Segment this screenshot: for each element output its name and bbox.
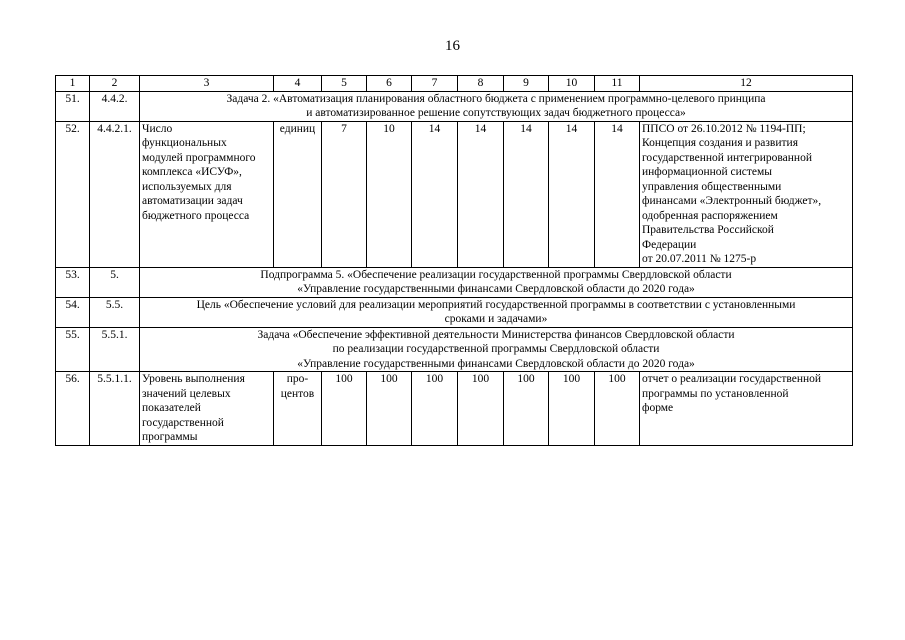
column-number-cell: 5 <box>322 76 367 92</box>
text-line: государственной <box>142 416 224 429</box>
text-line: автоматизации задач <box>142 195 243 207</box>
value-cell: 100 <box>412 372 458 446</box>
row-number-cell: 56. <box>56 372 90 446</box>
value-cell: 100 <box>504 372 549 446</box>
text-line: про- <box>286 373 309 385</box>
text-line: единиц <box>279 122 316 135</box>
row-code-cell: 5.5. <box>90 297 140 327</box>
table-row <box>56 267 853 297</box>
row-code-cell: 4.4.2. <box>90 91 140 121</box>
text-line: управления общественными <box>642 180 782 193</box>
text-line: ППСО от 26.10.2012 № 1194-ПП; <box>642 122 806 135</box>
text-line: Задача 2. «Автоматизация планирования областного бюджета с применением программно-целевого принципа <box>226 92 766 105</box>
text-line: комплекса «ИСУФ», <box>142 166 242 178</box>
row-code-cell: 4.4.2.1. <box>90 121 140 267</box>
unit-cell <box>274 372 322 446</box>
text-line: программы по установленной <box>642 387 789 400</box>
value-cell: 14 <box>412 121 458 267</box>
column-number-cell: 8 <box>458 76 504 92</box>
text-line: сроками и задачами» <box>444 313 548 325</box>
value-cell: 14 <box>504 121 549 267</box>
value-cell: 14 <box>458 121 504 267</box>
table-row <box>56 327 853 372</box>
text-line: функциональных <box>142 137 227 149</box>
text-line: центов <box>280 387 315 400</box>
column-number-cell: 1 <box>56 76 90 92</box>
table-row <box>56 121 853 267</box>
indicators-table <box>55 75 853 446</box>
column-number-cell: 12 <box>640 76 853 92</box>
text-line: Число <box>142 122 173 135</box>
text-line: государственной интегрированной <box>642 151 812 164</box>
section-title-cell <box>140 327 853 372</box>
text-line: форме <box>642 402 674 414</box>
column-number-cell: 6 <box>367 76 412 92</box>
text-line: Задача «Обеспечение эффективной деятельности Министерства финансов Свердловской области <box>257 328 735 341</box>
value-cell: 10 <box>367 121 412 267</box>
text-line: от 20.07.2011 № 1275-р <box>642 253 757 265</box>
text-line: программы <box>142 431 198 443</box>
table-row <box>56 372 853 446</box>
text-line: финансами «Электронный бюджет», <box>642 195 822 207</box>
text-line: модулей программного <box>142 151 256 164</box>
value-cell: 100 <box>549 372 595 446</box>
column-number-row <box>56 76 853 92</box>
text-line: Федерации <box>642 238 697 251</box>
value-cell: 14 <box>595 121 640 267</box>
row-code-cell: 5.5.1.1. <box>90 372 140 446</box>
value-cell: 100 <box>322 372 367 446</box>
unit-cell <box>274 121 322 267</box>
source-document-cell <box>640 121 853 267</box>
text-line: показателей <box>142 402 201 414</box>
table-row <box>56 91 853 121</box>
section-title-cell <box>140 91 853 121</box>
row-number-cell: 54. <box>56 297 90 327</box>
text-line: бюджетного процесса <box>142 209 250 222</box>
column-number-cell: 11 <box>595 76 640 92</box>
column-number-cell: 10 <box>549 76 595 92</box>
section-title-cell <box>140 267 853 297</box>
text-line: Подпрограмма 5. «Обеспечение реализации государственной программы Свердловской области <box>260 268 732 281</box>
row-number-cell: 55. <box>56 327 90 372</box>
row-number-cell: 51. <box>56 91 90 121</box>
value-cell: 100 <box>367 372 412 446</box>
text-line: используемых для <box>142 180 232 193</box>
column-number-cell: 4 <box>274 76 322 92</box>
row-number-cell: 52. <box>56 121 90 267</box>
row-code-cell: 5. <box>90 267 140 297</box>
value-cell: 7 <box>322 121 367 267</box>
text-line: информационной системы <box>642 166 773 178</box>
column-number-cell: 9 <box>504 76 549 92</box>
text-line: «Управление государственными финансами Свердловской области до 2020 года» <box>297 357 695 370</box>
column-number-cell: 7 <box>412 76 458 92</box>
page-number: 16 <box>445 38 460 54</box>
text-line: Концепция создания и развития <box>642 137 798 149</box>
column-number-cell: 3 <box>140 76 274 92</box>
text-line: «Управление государственными финансами Свердловской области до 2020 года» <box>297 283 695 295</box>
indicator-name-cell <box>140 121 274 267</box>
value-cell: 14 <box>549 121 595 267</box>
section-title-cell <box>140 297 853 327</box>
indicator-name-cell <box>140 372 274 446</box>
column-number-cell: 2 <box>90 76 140 92</box>
text-line: значений целевых <box>142 387 231 400</box>
value-cell: 100 <box>458 372 504 446</box>
source-document-cell <box>640 372 853 446</box>
text-line: одобренная распоряжением <box>642 209 778 222</box>
text-line: Правительства Российской <box>642 224 774 236</box>
text-line: Цель «Обеспечение условий для реализации мероприятий государственной программы в соответствии с установленными <box>196 298 796 311</box>
row-code-cell: 5.5.1. <box>90 327 140 372</box>
text-line: Уровень выполнения <box>142 373 245 385</box>
text-line: отчет о реализации государственной <box>642 373 822 385</box>
row-number-cell: 53. <box>56 267 90 297</box>
text-line: и автоматизированное решение сопутствующих задач бюджетного процесса» <box>306 107 686 119</box>
table-row <box>56 297 853 327</box>
value-cell: 100 <box>595 372 640 446</box>
text-line: по реализации государственной программы Свердловской области <box>332 343 660 355</box>
